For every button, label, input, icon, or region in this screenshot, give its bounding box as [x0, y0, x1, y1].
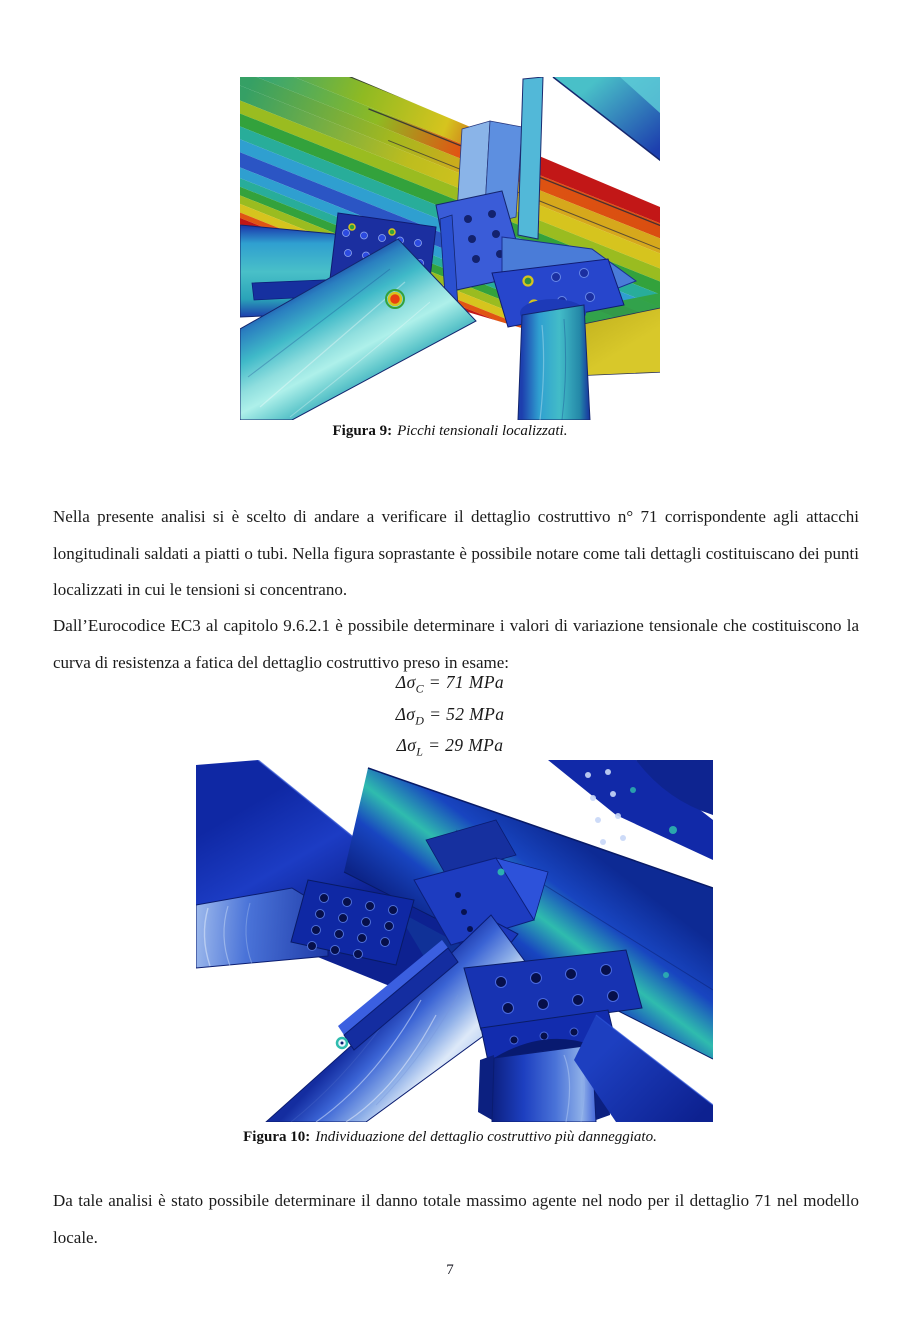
equation-value: = 71 MPa [424, 672, 505, 692]
equation-subscript: D [415, 713, 425, 727]
figure-10-caption-label: Figura 10: [243, 1129, 311, 1145]
equation-block [0, 672, 900, 767]
equation-subscript: L [416, 744, 424, 759]
equation-base: Δσ [395, 672, 416, 692]
figure-10 [196, 760, 713, 1122]
equation-base: Δσ [396, 735, 417, 755]
figure-9-caption-label: Figura 9: [332, 423, 393, 439]
figure-9 [240, 77, 660, 420]
paragraph-2: Dall’Eurocodice EC3 al capitolo 9.6.2.1 è possibile determinare i valori di variazione tensionale che costituiscono la curva di resistenza a fatica del dettaglio costruttivo preso in esame: [53, 616, 859, 672]
page-number: 7 [446, 1262, 454, 1278]
figure-10-caption-text: Individuazione del dettaglio costruttivo più danneggiato. [315, 1129, 657, 1145]
equation-subscript: C [415, 681, 425, 696]
equation-delta-sigma-d [0, 703, 900, 727]
equation-delta-sigma-l [0, 735, 900, 759]
paragraph-3: Da tale analisi è stato possibile determinare il danno totale massimo agente nel nodo per il dettaglio 71 nel modello locale. [53, 1191, 859, 1247]
equation-value: = 52 MPa [424, 703, 505, 724]
figure-9-caption [0, 423, 900, 440]
fea-stress-plot-figure9 [240, 77, 660, 420]
figure-9-caption-text: Picchi tensionali localizzati. [397, 423, 568, 439]
fea-damage-plot-figure10 [196, 760, 713, 1122]
equation-value: = 29 MPa [423, 735, 504, 755]
paragraph-1: Nella presente analisi si è scelto di andare a verificare il dettaglio costruttivo n° 71 corrispondente agli attacchi longitudinali saldati a piatti o tubi. Nella figura soprastante è possibile notare come tali dettagli costituiscano dei punti localizzati in cui le tensioni si concentrano. [53, 507, 859, 599]
equation-base: Δσ [395, 703, 416, 724]
figure-10-caption [0, 1129, 900, 1146]
equation-delta-sigma-c [0, 672, 900, 696]
